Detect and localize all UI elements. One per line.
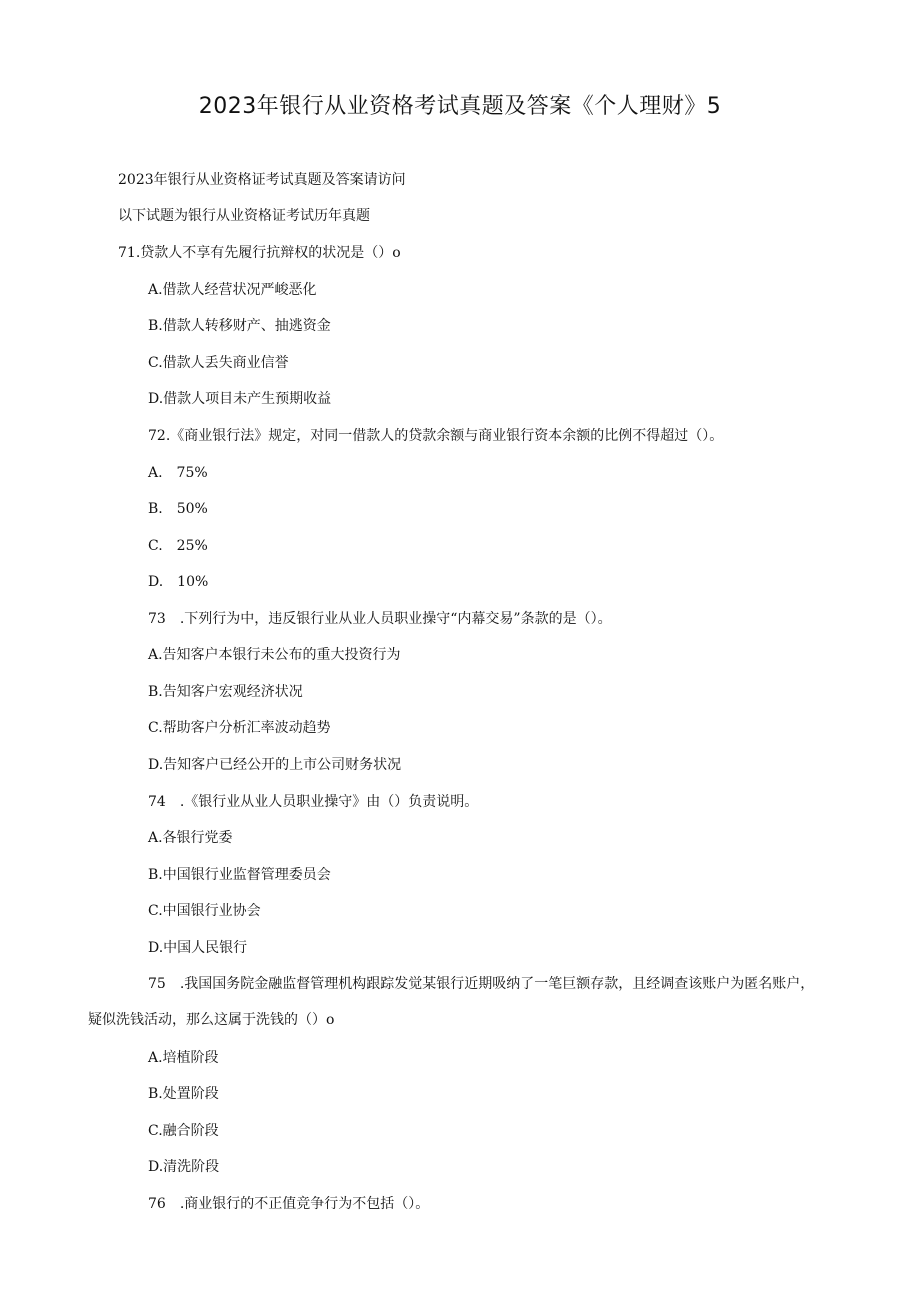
question-71-option-d: D.借款人项目未产生预期收益 (148, 391, 332, 407)
question-stem-76: 76 .商业银行的不正值竞争行为不包括（）。 (148, 1196, 430, 1212)
question-73-option-d: D.告知客户已经公开的上市公司财务状况 (148, 757, 402, 773)
question-72-option-d: D. 10% (148, 574, 209, 590)
question-71-option-b: B.借款人转移财产、抽逃资金 (148, 318, 331, 334)
question-72-option-c: C. 25% (148, 538, 208, 554)
question-75-option-d: D.清洗阶段 (148, 1159, 220, 1175)
intro-line-2: 以下试题为银行从业资格证考试历年真题 (118, 208, 370, 224)
question-stem-71: 71.贷款人不享有先履行抗辩权的状况是（）o (118, 245, 401, 261)
question-stem-75: 75 .我国国务院金融监督管理机构跟踪发觉某银行近期吸纳了一笔巨额存款，且经调查该账户为匿名账户，疑似洗钱活动，那么这属于洗钱的（）o (88, 976, 815, 1028)
question-72-option-a: A. 75% (148, 465, 208, 481)
question-73-option-b: B.告知客户宏观经济状况 (148, 684, 303, 700)
question-74-option-a: A.各银行党委 (148, 830, 233, 846)
question-75-option-a: A.培植阶段 (148, 1050, 219, 1066)
question-75-option-b: B.处置阶段 (148, 1086, 219, 1102)
question-71-option-c: C.借款人丢失商业信誉 (148, 355, 289, 371)
question-stem-72: 72.《商业银行法》规定，对同一借款人的贷款余额与商业银行资本余额的比例不得超过（）。 (148, 428, 724, 444)
question-71-option-a: A.借款人经营状况严峻恶化 (148, 282, 317, 298)
question-73-option-c: C.帮助客户分析汇率波动趋势 (148, 720, 331, 736)
question-74-option-b: B.中国银行业监督管理委员会 (148, 867, 331, 883)
question-74-option-d: D.中国人民银行 (148, 940, 248, 956)
question-74-option-c: C.中国银行业协会 (148, 903, 261, 919)
intro-line-1: 2023年银行从业资格证考试真题及答案请访问 (118, 172, 406, 188)
question-stem-74: 74 .《银行业从业人员职业操守》由（）负责说明。 (148, 794, 479, 810)
question-72-option-b: B. 50% (148, 501, 208, 517)
document-title: 2023年银行从业资格考试真题及答案《个人理财》5 (198, 94, 722, 119)
question-73-option-a: A.告知客户本银行未公布的重大投资行为 (148, 647, 401, 663)
question-75-option-c: C.融合阶段 (148, 1123, 219, 1139)
question-stem-73: 73 .下列行为中，违反银行业从业人员职业操守“内幕交易”条款的是（）。 (148, 611, 612, 627)
